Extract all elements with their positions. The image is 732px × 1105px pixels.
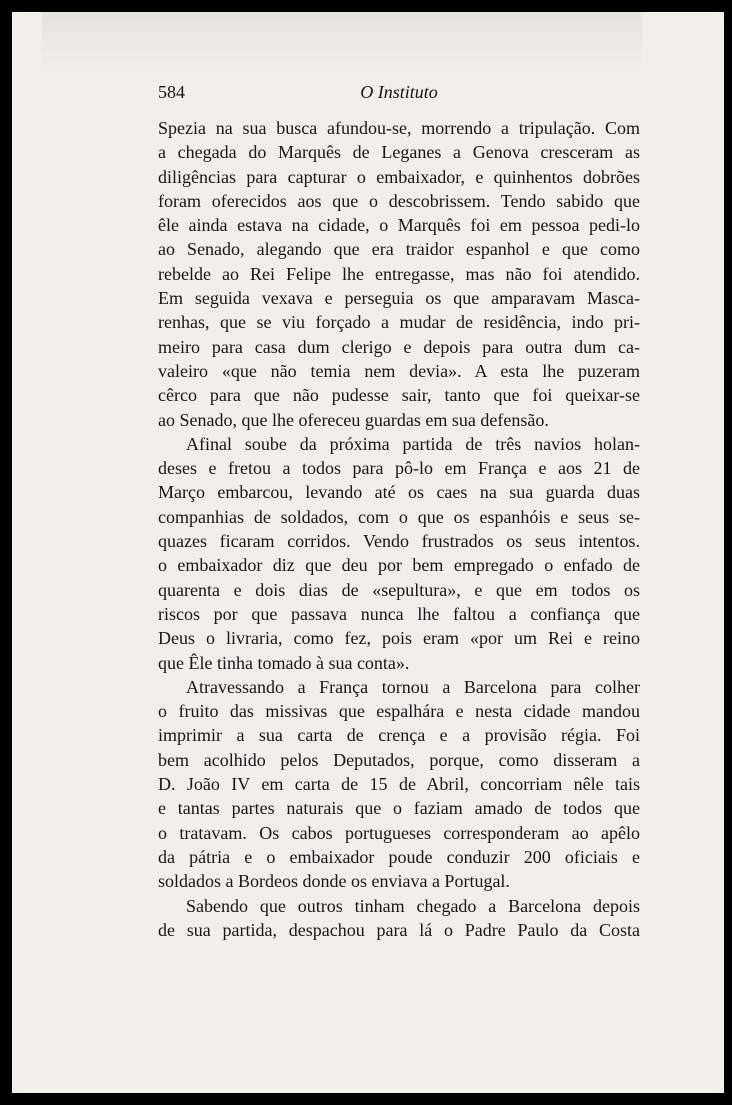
text-line: valeiro «que não temia nem devia». A esta lhe puzeram (158, 360, 640, 381)
bleed-through-shadow (42, 12, 642, 72)
paragraph (158, 675, 640, 894)
text-line: Em seguida vexava e perseguia os que amparavam Masca- (158, 288, 640, 309)
text-line: o tratavam. Os cabos portugueses corresponderam ao apêlo (158, 822, 640, 843)
text-line: quarenta e dois dias de «sepultura», e que em todos os (158, 579, 640, 600)
text-line: da pátria e o embaixador poude conduzir 200 oficiais e (158, 846, 640, 867)
journal-title: O Instituto (360, 82, 438, 102)
text-line: imprimir a sua carta de crença e a provisão régia. Foi (158, 725, 640, 746)
page-number: 584 (158, 82, 185, 102)
text-line: Sabendo que outros tinham chegado a Barcelona depois (186, 895, 640, 916)
text-line: quazes ficaram corridos. Vendo frustrados os seus intentos. (158, 531, 640, 552)
text-line: Spezia na sua busca afundou-se, morrendo a tripulação. Com (158, 118, 640, 138)
text-line: o embaixador diz que deu por bem empregado o enfado de (158, 555, 640, 576)
text-line: que Êle tinha tomado à sua conta». (158, 652, 410, 673)
text-line: ao Senado, que lhe ofereceu guardas em sua defensão. (158, 409, 549, 430)
text-line: cêrco para que não pudesse sair, tanto que foi queixar-se (158, 385, 640, 406)
text-line: o fruito das missivas que espalhára e nesta cidade mandou (158, 701, 640, 722)
text-line: e tantas partes naturais que o faziam amado de todos que (158, 798, 640, 819)
paragraph (158, 432, 640, 675)
text-line: diligências para capturar o embaixador, e quinhentos dobrões (158, 166, 640, 187)
text-line: renhas, que se viu forçado a mudar de residência, indo pri- (158, 312, 640, 333)
running-head (158, 82, 640, 110)
book-page (12, 12, 724, 1093)
text-line: companhias de soldados, com o que os espanhóis e seus se- (158, 506, 640, 527)
text-line: foram oferecidos aos que o descobrissem. Tendo sabido que (158, 190, 640, 211)
text-line: rebelde ao Rei Felipe lhe entregasse, mas não foi atendido. (158, 263, 640, 284)
text-line: Atravessando a França tornou a Barcelona para colher (186, 676, 640, 697)
text-line: a chegada do Marquês de Leganes a Genova cresceram as (158, 142, 640, 163)
text-line: êle ainda estava na cidade, o Marquês foi em pessoa pedi-lo (158, 215, 640, 236)
text-line: meiro para casa dum clerigo e depois para outra dum ca- (158, 336, 640, 357)
body-text (158, 116, 640, 942)
text-line: Deus o livraria, como fez, pois eram «por um Rei e reino (158, 628, 640, 649)
text-line: D. João IV em carta de 15 de Abril, concorriam nêle tais (158, 774, 640, 795)
text-line: bem acolhido pelos Deputados, porque, como disseram a (158, 749, 640, 770)
text-line: de sua partida, despachou para lá o Padre Paulo da Costa (158, 919, 640, 940)
text-line: deses e fretou a todos para pô-lo em França e aos 21 de (158, 458, 640, 479)
text-line: Março embarcou, levando até os caes na sua guarda duas (158, 482, 640, 503)
paragraph (158, 116, 640, 432)
paragraph (158, 894, 640, 943)
text-line: Afinal soube da próxima partida de três navios holan- (186, 433, 640, 454)
text-line: ao Senado, alegando que era traidor espanhol e que como (158, 239, 640, 260)
text-line: riscos por que passava nunca lhe faltou a confiança que (158, 603, 640, 624)
text-line: soldados a Bordeos donde os enviava a Portugal. (158, 871, 510, 892)
